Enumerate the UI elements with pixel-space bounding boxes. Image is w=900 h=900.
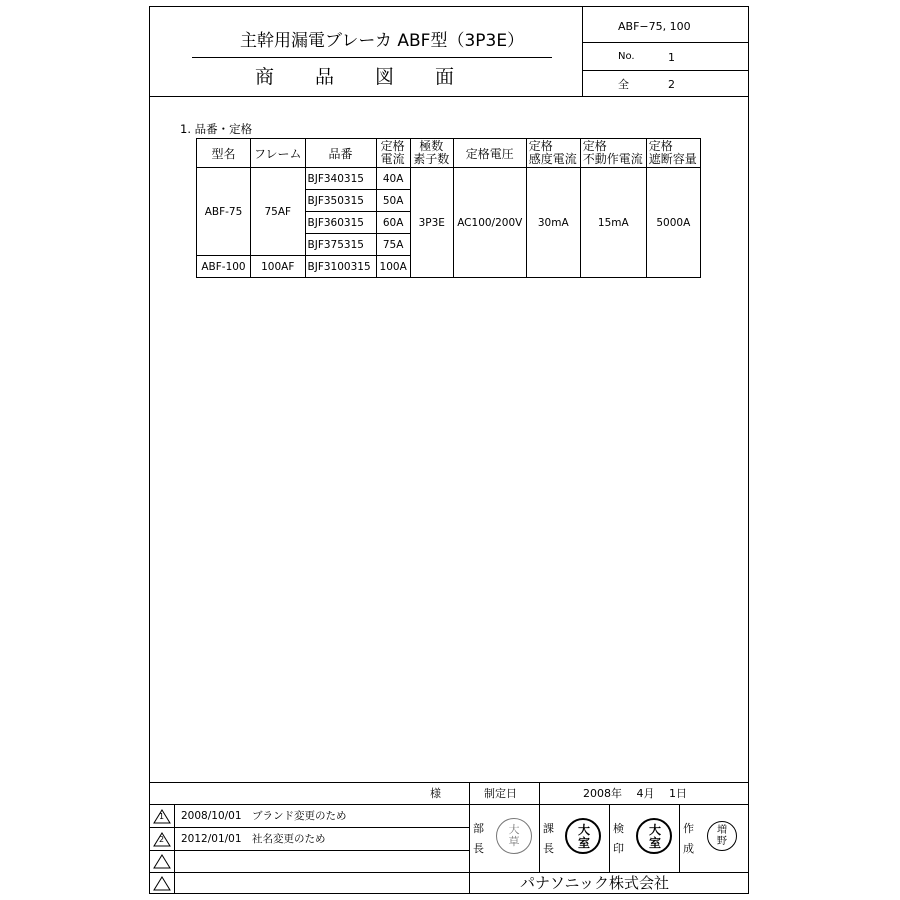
company-name: パナソニック株式会社 bbox=[520, 874, 669, 892]
sheet-total-label: 全 bbox=[618, 78, 629, 91]
part-cell: BJF340315 bbox=[305, 168, 376, 190]
part-cell: BJF350315 bbox=[305, 190, 376, 212]
header-part: 品番 bbox=[305, 139, 376, 168]
header-nonop-line2: 不動作電流 bbox=[582, 152, 643, 166]
footer-divider-1 bbox=[469, 782, 470, 894]
poles-cell: 3P3E bbox=[410, 168, 453, 278]
sheet-total-value: 2 bbox=[668, 78, 675, 91]
breaking-cell: 5000A bbox=[646, 168, 700, 278]
header-breaking-line1: 定格 bbox=[648, 139, 673, 153]
issue-date-value: 2008年 4月 1日 bbox=[583, 787, 687, 800]
header-nonop bbox=[580, 139, 646, 168]
document-subtitle: 商 品 図 面 bbox=[255, 66, 456, 88]
bucho-stamp: 大 草 bbox=[496, 818, 532, 854]
kacho-stamp: 大 室 bbox=[565, 818, 601, 854]
header-poles-line1: 極数 bbox=[419, 139, 444, 153]
header-current bbox=[376, 139, 410, 168]
header-sensitivity-line2: 感度電流 bbox=[528, 152, 577, 166]
header-frame: フレーム bbox=[251, 139, 306, 168]
role-sakusei-1: 作 bbox=[683, 822, 694, 835]
footer-revision-line-1 bbox=[149, 827, 469, 828]
issue-date-label: 制定日 bbox=[484, 787, 517, 800]
section-title: 1. 品番・定格 bbox=[180, 122, 253, 136]
sakusei-stamp: 増 野 bbox=[707, 821, 737, 851]
header-bottom-line bbox=[149, 96, 749, 97]
role-bucho-2: 長 bbox=[473, 842, 484, 855]
part-cell: BJF3100315 bbox=[305, 256, 376, 278]
footer-mark-divider bbox=[174, 804, 175, 894]
nonop-cell: 15mA bbox=[580, 168, 646, 278]
current-cell: 50A bbox=[376, 190, 410, 212]
revision-triangle-icon bbox=[153, 876, 171, 891]
role-kacho-2: 長 bbox=[543, 842, 554, 855]
current-cell: 75A bbox=[376, 234, 410, 256]
role-kenin-1: 検 bbox=[613, 822, 624, 835]
header-right-divider bbox=[582, 6, 583, 96]
header-poles-line2: 素子数 bbox=[413, 152, 450, 166]
frame-cell: 100AF bbox=[251, 256, 306, 278]
revision-mark: 1 bbox=[159, 812, 165, 821]
header-sensitivity bbox=[526, 139, 580, 168]
sheet-number-label: No. bbox=[618, 51, 635, 62]
header-right-line-1 bbox=[582, 42, 749, 43]
footer-revision-line-3 bbox=[149, 872, 749, 873]
header-model: 型名 bbox=[197, 139, 251, 168]
kenin-stamp: 大 室 bbox=[636, 818, 672, 854]
header-voltage: 定格電圧 bbox=[453, 139, 526, 168]
footer-line-date bbox=[149, 804, 749, 805]
role-bucho-1: 部 bbox=[473, 822, 484, 835]
header-breaking-line2: 遮断容量 bbox=[648, 152, 697, 166]
revision-triangle-icon bbox=[153, 854, 171, 869]
role-kacho-1: 課 bbox=[543, 822, 554, 835]
footer-divider-4 bbox=[679, 804, 680, 872]
sheet-number-value: 1 bbox=[668, 51, 675, 64]
current-cell: 100A bbox=[376, 256, 410, 278]
voltage-cell: AC100/200V bbox=[453, 168, 526, 278]
footer-top-line bbox=[149, 782, 749, 783]
spec-table bbox=[196, 138, 701, 278]
role-kenin-2: 印 bbox=[613, 842, 624, 855]
revision-text: 2008/10/01 ブランド変更のため bbox=[181, 810, 347, 822]
footer-revision-line-2 bbox=[149, 850, 469, 851]
current-cell: 60A bbox=[376, 212, 410, 234]
role-sakusei-2: 成 bbox=[683, 842, 694, 855]
table-row bbox=[197, 168, 701, 190]
title-underline bbox=[192, 57, 552, 58]
header-sensitivity-line1: 定格 bbox=[528, 139, 553, 153]
document-title: 主幹用漏電ブレーカ ABF型（3P3E） bbox=[240, 31, 525, 51]
footer-divider-2 bbox=[539, 782, 540, 872]
revision-text: 2012/01/01 社名変更のため bbox=[181, 833, 326, 845]
part-cell: BJF360315 bbox=[305, 212, 376, 234]
model-cell: ABF-100 bbox=[197, 256, 251, 278]
part-cell: BJF375315 bbox=[305, 234, 376, 256]
frame-cell: 75AF bbox=[251, 168, 306, 256]
header-poles bbox=[410, 139, 453, 168]
customer-sama: 様 bbox=[430, 787, 441, 800]
current-cell: 40A bbox=[376, 168, 410, 190]
model-reference: ABF−75, 100 bbox=[618, 20, 691, 33]
header-breaking bbox=[646, 139, 700, 168]
sensitivity-cell: 30mA bbox=[526, 168, 580, 278]
table-header-row bbox=[197, 139, 701, 168]
footer-divider-3 bbox=[609, 804, 610, 872]
header-current-line1: 定格 bbox=[380, 139, 405, 153]
model-cell: ABF-75 bbox=[197, 168, 251, 256]
revision-mark: 2 bbox=[159, 835, 165, 844]
header-current-line2: 電流 bbox=[380, 152, 405, 166]
header-right-line-2 bbox=[582, 70, 749, 71]
header-nonop-line1: 定格 bbox=[582, 139, 607, 153]
